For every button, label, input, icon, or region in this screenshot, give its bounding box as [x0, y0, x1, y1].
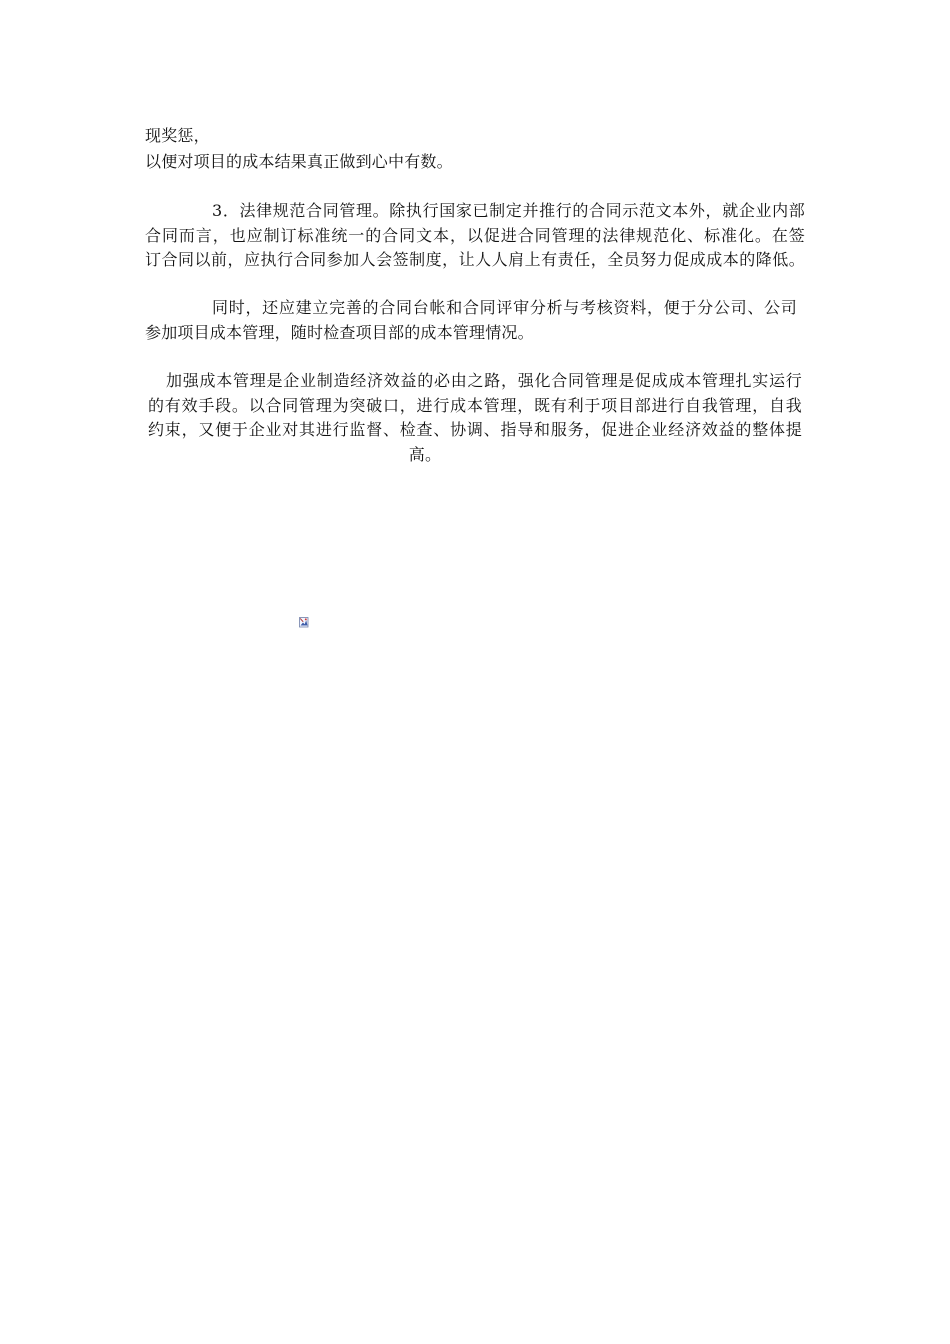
conclusion-line-2: 的有效手段。以合同管理为突破口，进行成本管理，既有利于项目部进行自我管理，自我: [148, 396, 802, 415]
fragment-line-2: 以便对项目的成本结果真正做到心中有数。: [145, 152, 453, 171]
same-time-line-2: 参加项目成本管理，随时检查项目部的成本管理情况。: [145, 323, 534, 342]
same-time-line-1: 同时，还应建立完善的合同台帐和合同评审分析与考核资料，便于分公司、公司: [212, 298, 797, 317]
conclusion-line-4: 高。: [408, 445, 442, 464]
fragment-line-1: 现奖惩，: [145, 126, 210, 145]
section-3-line-1: 3．法律规范合同管理。除执行国家已制定并推行的合同示范文本外，就企业内部: [212, 201, 805, 220]
broken-image-icon: [299, 613, 309, 624]
section-3-line-2: 合同而言，也应制订标准统一的合同文本，以促进合同管理的法律规范化、标准化。在签: [145, 226, 805, 245]
conclusion-line-1: 加强成本管理是企业制造经济效益的必由之路，强化合同管理是促成成本管理扎实运行: [166, 371, 802, 390]
conclusion-line-3: 约束，又便于企业对其进行监督、检查、协调、指导和服务，促进企业经济效益的整体提: [148, 420, 802, 439]
section-3-line-3: 订合同以前，应执行合同参加人会签制度，让人人肩上有责任，全员努力促成成本的降低。: [145, 250, 805, 269]
